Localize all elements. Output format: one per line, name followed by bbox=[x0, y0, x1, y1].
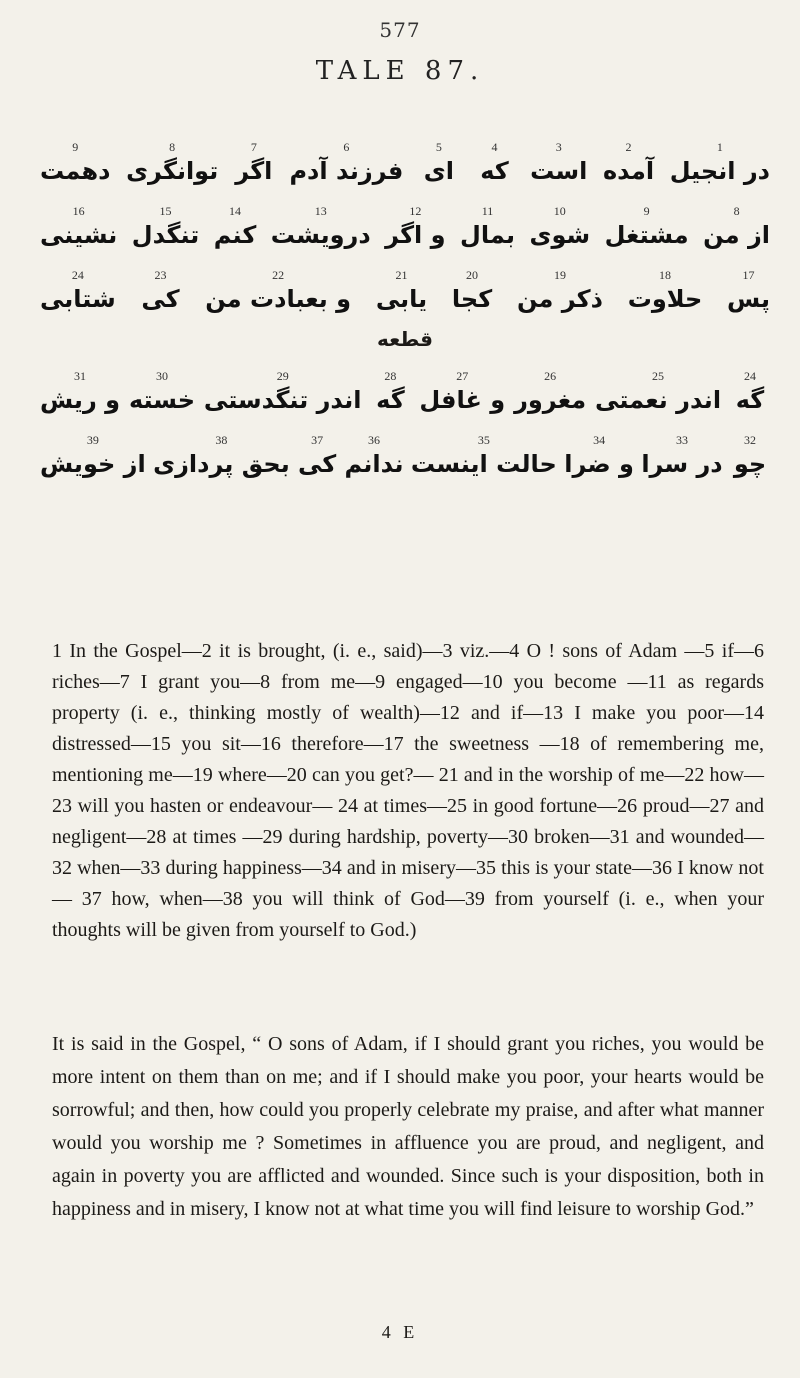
persian-row-4 bbox=[40, 369, 770, 415]
gloss-persian-text: در انجیل bbox=[669, 157, 770, 185]
gloss-persian-text: بحق پردازی bbox=[153, 450, 290, 479]
gloss-persian-text: کجا bbox=[451, 284, 493, 313]
tale-title: TALE 87. bbox=[315, 56, 485, 86]
gloss-persian-text: توانگری bbox=[126, 157, 219, 185]
gloss-number: 23 bbox=[154, 267, 167, 282]
persian-gloss-word bbox=[564, 433, 634, 479]
persian-row-3 bbox=[40, 268, 770, 314]
gloss-number: 19 bbox=[553, 267, 566, 282]
persian-gloss-word bbox=[603, 140, 654, 186]
persian-gloss-word bbox=[376, 268, 427, 314]
gloss-number: 24 bbox=[743, 369, 756, 384]
gloss-persian-text: و ضرا bbox=[564, 450, 634, 479]
gloss-number: 22 bbox=[272, 267, 285, 282]
gloss-number: 12 bbox=[409, 203, 422, 218]
gloss-number: 38 bbox=[215, 433, 228, 448]
gloss-persian-text: حلاوت bbox=[627, 284, 703, 313]
gloss-persian-text: که bbox=[480, 157, 509, 185]
persian-gloss-word bbox=[214, 204, 257, 250]
persian-gloss-word bbox=[529, 204, 590, 250]
gloss-number: 1 bbox=[716, 140, 723, 154]
gloss-persian-text: یابی bbox=[375, 284, 428, 313]
gloss-persian-text: نشینی bbox=[40, 220, 118, 249]
gloss-persian-text: گه bbox=[735, 386, 765, 415]
gloss-number: 24 bbox=[71, 267, 84, 282]
gloss-persian-text: شتابی bbox=[40, 284, 116, 313]
gloss-number: 28 bbox=[384, 369, 397, 384]
persian-gloss-word bbox=[514, 369, 586, 415]
gloss-persian-text: و بعبادت من bbox=[205, 284, 352, 313]
gloss-persian-text: مغرور bbox=[514, 386, 587, 415]
persian-gloss-word bbox=[703, 204, 770, 250]
translation-paragraph: It is said in the Gospel, “ O sons of Adam, if I should grant you riches, you would be more intent on them than on me; and if I should make you poor, your hearts would be sorrowful; and then, how could you properly celebrate my praise, and after what manner would you worship me ? Sometimes in affluence you are proud, and negligent, and again in poverty you are afflicted and wounded. Since such is your disposition, both in happiness and in misery, I know not at what time you will find leisure to worship God.” bbox=[52, 1033, 764, 1220]
gloss-persian-text: بمال bbox=[460, 220, 515, 249]
gloss-number: 3 bbox=[555, 140, 562, 154]
gloss-number: 39 bbox=[86, 433, 99, 448]
persian-gloss-word bbox=[297, 433, 337, 479]
persian-gloss-word bbox=[40, 140, 110, 186]
gloss-persian-text: اندر تنگدستی bbox=[203, 386, 362, 415]
persian-row-1 bbox=[40, 140, 770, 186]
persian-gloss-word bbox=[730, 433, 770, 479]
gloss-number: 10 bbox=[553, 203, 566, 218]
page-number: 577 bbox=[379, 18, 421, 42]
gloss-number: 9 bbox=[72, 140, 79, 154]
gloss-persian-text: کی bbox=[298, 450, 337, 479]
gloss-number: 25 bbox=[652, 369, 665, 384]
gloss-number: 2 bbox=[625, 140, 632, 154]
gloss-persian-text: است bbox=[530, 157, 588, 185]
persian-gloss-word bbox=[419, 369, 505, 415]
persian-gloss-word bbox=[370, 369, 410, 415]
persian-gloss-word bbox=[126, 140, 218, 186]
persian-gloss-word bbox=[460, 204, 515, 250]
persian-gloss-word bbox=[289, 140, 403, 186]
persian-gloss-word bbox=[475, 140, 515, 186]
gloss-persian-text: از من bbox=[703, 220, 770, 249]
gloss-number: 7 bbox=[250, 140, 257, 154]
gloss-persian-text: درویشت bbox=[270, 220, 371, 249]
signature-mark: 4 E bbox=[381, 1322, 419, 1342]
persian-gloss-word bbox=[530, 140, 587, 186]
persian-row-5 bbox=[40, 433, 770, 479]
persian-gloss-word bbox=[40, 204, 117, 250]
gloss-persian-text: اندر نعمتی bbox=[595, 386, 722, 415]
gloss-number: 30 bbox=[155, 369, 168, 384]
persian-gloss-word bbox=[385, 204, 445, 250]
persian-gloss-word bbox=[595, 369, 721, 415]
persian-gloss-word bbox=[132, 204, 199, 250]
gloss-persian-text: حالت اینست bbox=[410, 450, 557, 479]
gloss-number: 33 bbox=[675, 433, 688, 448]
persian-gloss-word bbox=[345, 433, 404, 479]
gloss-persian-text: ندانم bbox=[344, 450, 404, 479]
gloss-number: 29 bbox=[276, 369, 289, 384]
gloss-number: 15 bbox=[159, 203, 172, 218]
gloss-number: 35 bbox=[477, 433, 490, 448]
gloss-number: 37 bbox=[311, 433, 324, 448]
gloss-number: 26 bbox=[544, 369, 557, 384]
gloss-number: 5 bbox=[435, 140, 442, 154]
persian-gloss-word bbox=[40, 268, 116, 314]
gloss-number: 20 bbox=[466, 267, 479, 282]
gloss-persian-text: و اگر bbox=[385, 220, 446, 249]
persian-gloss-word bbox=[641, 433, 722, 479]
gloss-persian-text: آمده bbox=[602, 157, 655, 185]
gloss-number: 6 bbox=[343, 140, 350, 154]
persian-gloss-word bbox=[129, 369, 195, 415]
persian-row-2 bbox=[40, 204, 770, 250]
gloss-number: 8 bbox=[733, 203, 740, 218]
persian-gloss-word bbox=[452, 268, 492, 314]
gloss-persian-text: فرزند آدم bbox=[289, 157, 404, 185]
gloss-persian-text: مشتغل bbox=[604, 220, 689, 249]
gloss-number: 11 bbox=[481, 203, 494, 218]
gloss-number: 21 bbox=[395, 267, 408, 282]
gloss-number: 4 bbox=[491, 140, 498, 154]
gloss-persian-text: ذکر من bbox=[516, 284, 603, 313]
persian-gloss-word bbox=[40, 369, 120, 415]
gloss-number: 31 bbox=[74, 369, 87, 384]
persian-gloss-word bbox=[670, 140, 770, 186]
persian-gloss-word bbox=[271, 204, 371, 250]
persian-gloss-word bbox=[205, 268, 351, 314]
persian-gloss-word bbox=[419, 140, 459, 186]
gloss-translation: 1 In the Gospel—2 it is brought, (i. e., said)—3 viz.—4 O ! sons of Adam —5 if—6 riches—7 I grant you—8 from me—9 engaged—10 you become —11 as regards property (i. e., thinking mostly of wealth)—12 and if—13 I make you poor—14 distressed—15 you sit—16 therefore—17 the sweetness —18 of remembering me, mentioning me—19 where—20 can you get?— 21 and in the worship of me—22 how—23 will you hasten or endeavour— 24 at times—25 in good fortune—26 proud—27 and negligent—28 at times —29 during hardship, poverty—30 broken—31 and wounded—32 when—33 during happiness—34 and in misery—35 this is your state—36 I know not— 37 how, when—38 you will think of God—39 from yourself (i. e., when your thoughts will be given from yourself to God.) bbox=[52, 640, 764, 941]
gloss-persian-text: و غافل bbox=[419, 386, 506, 415]
persian-gloss-word bbox=[204, 369, 362, 415]
gloss-number: 13 bbox=[314, 203, 327, 218]
persian-gloss-word bbox=[727, 268, 770, 314]
persian-gloss-word bbox=[411, 433, 557, 479]
gloss-persian-text: پس bbox=[727, 284, 770, 313]
gloss-number: 34 bbox=[593, 433, 606, 448]
gloss-persian-text: کی bbox=[141, 284, 180, 313]
gloss-number: 9 bbox=[643, 203, 650, 218]
persian-gloss-word bbox=[730, 369, 770, 415]
gloss-number: 36 bbox=[368, 433, 381, 448]
persian-gloss-word bbox=[40, 433, 146, 479]
gloss-persian-text: از خویش bbox=[40, 450, 146, 479]
gloss-persian-text: چو bbox=[733, 450, 767, 479]
gloss-number: 18 bbox=[658, 267, 671, 282]
persian-gloss-word bbox=[605, 204, 689, 250]
gloss-persian-text: شوی bbox=[529, 220, 591, 249]
gloss-number: 32 bbox=[744, 433, 756, 448]
persian-gloss-word bbox=[234, 140, 274, 186]
persian-gloss-word bbox=[628, 268, 703, 314]
gloss-persian-text: ای bbox=[423, 157, 455, 185]
gloss-number: 14 bbox=[229, 203, 242, 218]
gloss-persian-text: و ریش bbox=[40, 386, 121, 415]
gloss-persian-text: اگر bbox=[235, 157, 273, 185]
gloss-persian-text: تنگدل bbox=[131, 220, 200, 249]
gloss-persian-text: در سرا bbox=[641, 450, 723, 479]
gloss-number: 27 bbox=[456, 369, 469, 384]
persian-gloss-word bbox=[517, 268, 603, 314]
gloss-persian-text: کنم bbox=[213, 220, 257, 249]
gloss-persian-text: گه bbox=[376, 386, 405, 415]
verse-heading: قطعه bbox=[377, 327, 433, 352]
persian-gloss-word bbox=[153, 433, 290, 479]
gloss-persian-text: دهمت bbox=[40, 157, 111, 185]
gloss-number: 17 bbox=[742, 267, 755, 282]
gloss-number: 16 bbox=[72, 203, 85, 218]
gloss-number: 8 bbox=[169, 140, 176, 154]
gloss-persian-text: خسته bbox=[128, 386, 196, 415]
persian-text-block bbox=[40, 140, 770, 497]
persian-gloss-word bbox=[140, 268, 180, 314]
